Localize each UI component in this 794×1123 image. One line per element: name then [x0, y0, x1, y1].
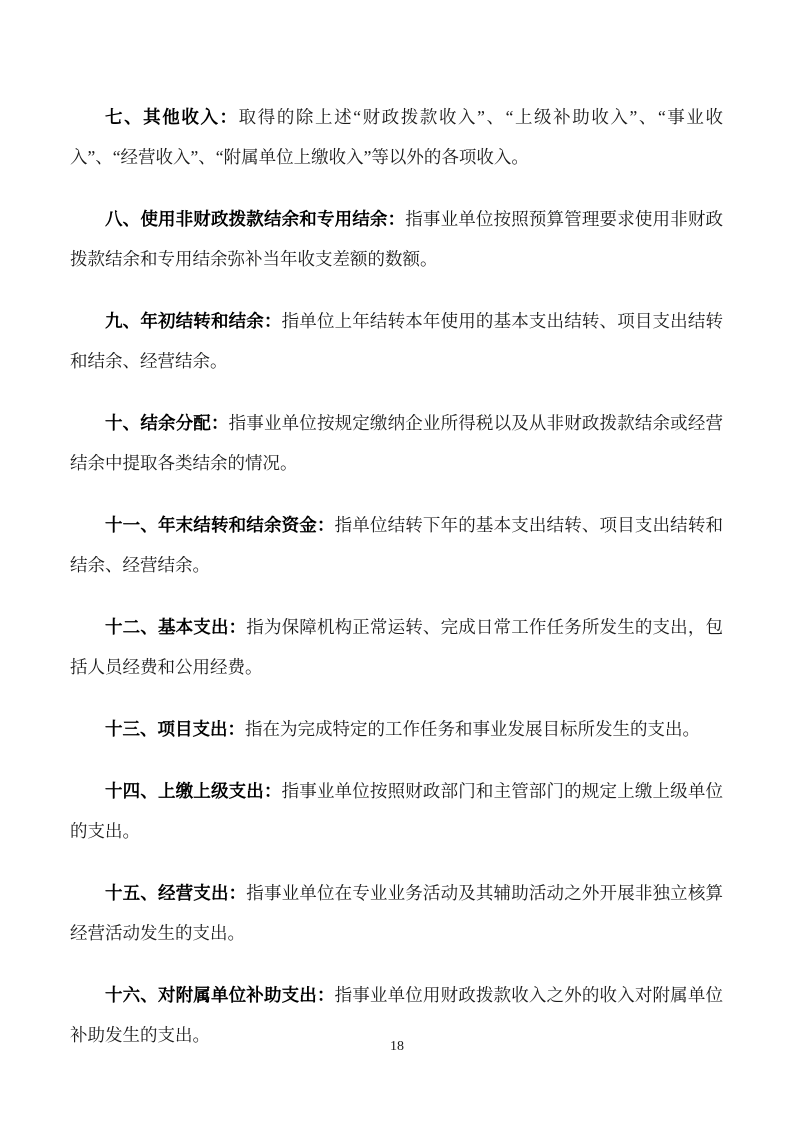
term-definition: 指事业单位按规定缴纳企业所得税以及从非财政拨款结余或经营结余中提取各类结余的情况。 [70, 413, 724, 473]
term-label: 十三、项目支出： [105, 719, 245, 739]
definition-paragraph [70, 301, 723, 381]
term-definition: 指单位结转下年的基本支出结转、项目支出结转和结余、经营结余。 [70, 515, 724, 575]
page-number: 18 [390, 1039, 404, 1054]
term-label: 七、其他收入： [105, 107, 239, 127]
term-label: 十六、对附属单位补助支出： [105, 985, 335, 1005]
definition-paragraph [70, 709, 723, 749]
term-label: 八、使用非财政拨款结余和专用结余： [105, 209, 406, 229]
term-definition: 指在为完成特定的工作任务和事业发展目标所发生的支出。 [245, 719, 700, 739]
term-definition: 指事业单位在专业业务活动及其辅助活动之外开展非独立核算经营活动发生的支出。 [70, 883, 724, 943]
term-label: 十一、年末结转和结余资金： [105, 515, 335, 535]
definition-paragraph [70, 199, 723, 279]
definition-paragraph [70, 873, 723, 953]
document-body [70, 97, 723, 1077]
definition-paragraph [70, 403, 723, 483]
term-definition: 指事业单位按照预算管理要求使用非财政拨款结余和专用结余弥补当年收支差额的数额。 [70, 209, 723, 269]
term-definition: 指事业单位用财政拨款收入之外的收入对附属单位补助发生的支出。 [70, 985, 724, 1045]
definition-paragraph [70, 771, 723, 851]
definition-paragraph [70, 97, 723, 177]
term-definition: 指为保障机构正常运转、完成日常工作任务所发生的支出，包括人员经费和公用经费。 [70, 617, 724, 677]
term-definition: 取得的除上述“财政拨款收入”、“上级补助收入”、“事业收入”、“经营收入”、“附属单位上缴收入”等以外的各项收入。 [70, 107, 723, 167]
term-definition: 指单位上年结转本年使用的基本支出结转、项目支出结转和结余、经营结余。 [70, 311, 724, 371]
definition-paragraph [70, 607, 723, 687]
definition-paragraph [70, 505, 723, 585]
term-label: 九、年初结转和结余： [105, 311, 282, 331]
term-definition: 指事业单位按照财政部门和主管部门的规定上缴上级单位的支出。 [70, 781, 724, 841]
term-label: 十四、上缴上级支出： [105, 781, 282, 801]
term-label: 十二、基本支出： [105, 617, 247, 637]
term-label: 十五、经营支出： [105, 883, 247, 903]
term-label: 十、结余分配： [105, 413, 229, 433]
